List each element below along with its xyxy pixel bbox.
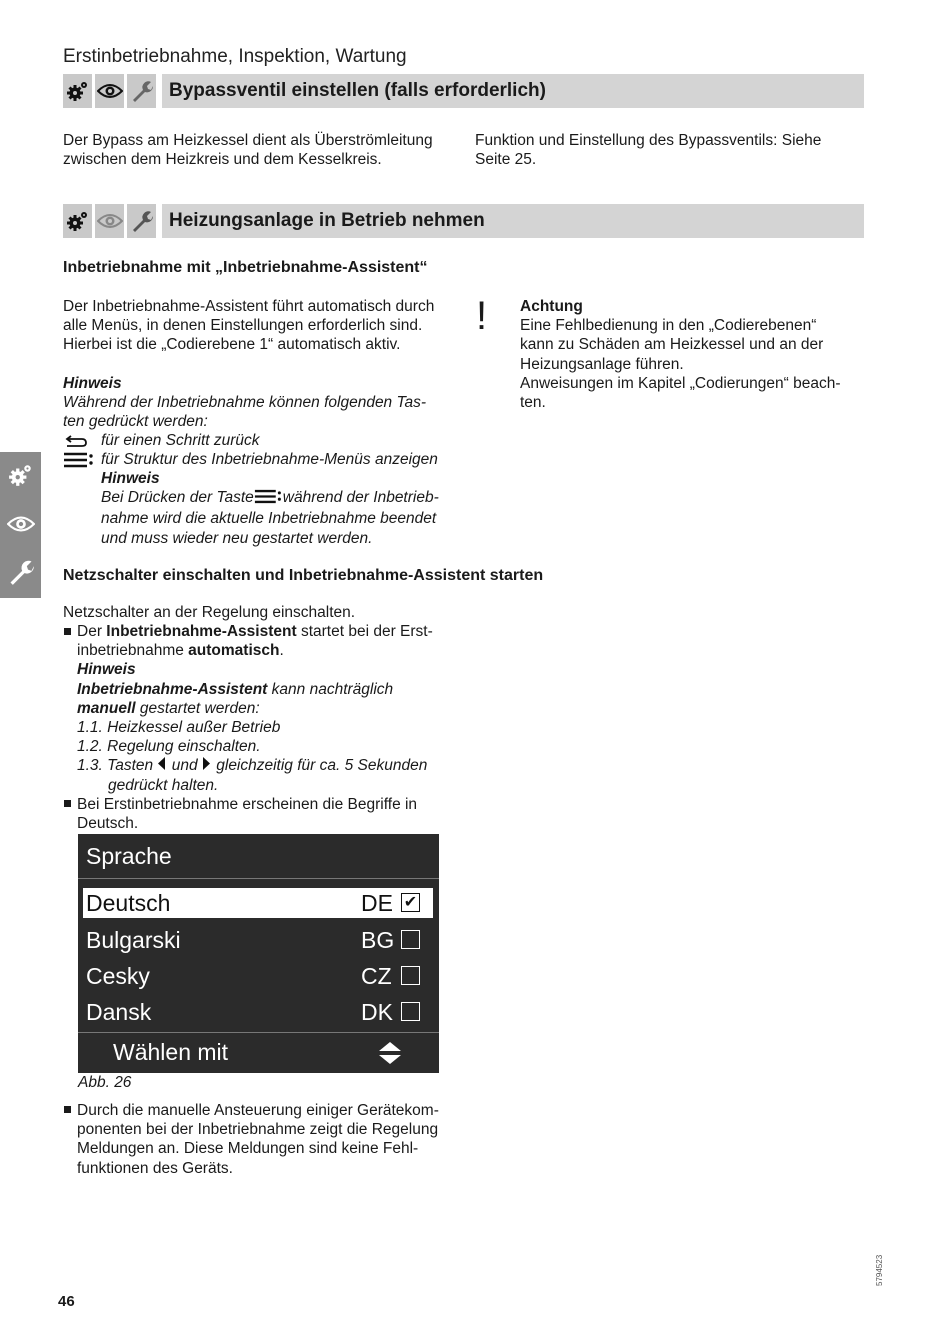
eye-icon xyxy=(95,204,124,238)
text-fragment: und xyxy=(171,757,198,775)
netzschalter-line: Netzschalter an der Regelung einschalten. xyxy=(63,604,356,621)
text-fragment: automatisch xyxy=(188,642,280,660)
step-line xyxy=(77,756,433,775)
language-label: Bulgarski xyxy=(86,927,181,953)
wrench-icon xyxy=(127,74,156,108)
text-line: Hierbei ist die „Codierebene 1“ automatisch aktiv. xyxy=(63,336,401,354)
text-line xyxy=(77,680,433,699)
text-line: nahme wird die aktuelle Inbetriebnahme beendet xyxy=(101,510,437,528)
text-line: Anweisungen im Kapitel „Codierungen“ beach- xyxy=(520,374,841,392)
text-fragment: Der xyxy=(77,623,107,640)
warning-icon: ! xyxy=(476,294,488,338)
gears-icon xyxy=(0,462,41,488)
text-line: Durch die manuelle Ansteuerung einiger Gerätekom- xyxy=(77,1102,439,1119)
text-line xyxy=(77,699,433,718)
bullet-assistent-start xyxy=(77,622,433,795)
text-line: Bei Erstinbetriebnahme erscheinen die Begriffe in xyxy=(77,796,418,813)
text-fragment: Inbetriebnahme-Assistent xyxy=(77,680,268,698)
gears-icon xyxy=(63,74,92,108)
text-fragment: . xyxy=(279,642,284,660)
eye-icon xyxy=(95,74,124,108)
text-line xyxy=(77,622,433,641)
subheading-assistent: Inbetriebnahme mit „Inbetriebnahme-Assistent“ xyxy=(63,259,428,276)
checkbox-icon[interactable] xyxy=(401,930,420,949)
text-fragment: Inbetriebnahme-Assistent xyxy=(106,623,297,640)
bullet-meldungen xyxy=(77,1101,439,1178)
subheading-netzschalter: Netzschalter einschalten und Inbetriebnahme-Assistent starten xyxy=(63,567,544,584)
bullet-erstinbetriebnahme xyxy=(77,795,417,833)
checkbox-icon[interactable] xyxy=(401,1002,420,1021)
bypass-reference xyxy=(475,131,821,169)
display-divider xyxy=(78,878,439,879)
wrench-icon xyxy=(127,204,156,238)
section-bar-heizungsanlage xyxy=(63,204,864,238)
language-row-de[interactable] xyxy=(83,888,433,918)
text-line: Heizungsanlage führen. xyxy=(520,355,684,373)
hinweis-label: Hinweis xyxy=(101,470,160,487)
text-line: Während der Inbetriebnahme können folgenden Tas- xyxy=(63,394,427,412)
step-line: gedrückt halten. xyxy=(108,776,219,794)
achtung-label: Achtung xyxy=(520,298,583,315)
text-fragment: Bei Drücken der Taste xyxy=(101,489,254,507)
text-line: ten gedrückt werden: xyxy=(63,413,208,431)
bullet-marker xyxy=(64,1106,71,1113)
text-line: Seite 25. xyxy=(475,151,537,169)
language-display xyxy=(78,834,439,1073)
bullet-marker xyxy=(64,628,71,635)
language-code: BG xyxy=(361,927,395,953)
language-code: DE xyxy=(361,890,393,916)
language-row-bg[interactable] xyxy=(83,925,433,955)
text-line: alle Menüs, in denen Einstellungen erforderlich sind. xyxy=(63,317,423,335)
text-line: Funktion und Einstellung des Bypassventils: Siehe xyxy=(475,132,822,149)
menu-key-icon xyxy=(254,489,283,509)
section-title-heizungsanlage: Heizungsanlage in Betrieb nehmen xyxy=(162,204,864,238)
text-fragment: gleichzeitig für ca. 5 Sekunden xyxy=(216,757,428,775)
text-fragment: gestartet werden: xyxy=(135,699,260,717)
sub-hinweis-block xyxy=(101,469,461,548)
bypass-description xyxy=(63,131,433,169)
up-down-arrows-icon xyxy=(378,1042,402,1066)
text-line: Der Inbetriebnahme-Assistent führt automatisch durch xyxy=(63,298,435,315)
hinweis-block xyxy=(63,374,426,432)
text-fragment: während der Inbetrieb- xyxy=(282,489,439,507)
display-divider xyxy=(78,1032,439,1033)
text-fragment: kann nachträglich xyxy=(267,680,394,698)
left-arrow-key-icon xyxy=(157,756,167,775)
text-line: ponenten bei der Inbetriebnahme zeigt die Regelung xyxy=(77,1121,439,1139)
achtung-block xyxy=(520,297,841,412)
text-line: Deutsch. xyxy=(77,815,139,833)
language-code: DK xyxy=(361,999,393,1025)
text-fragment: startet bei der Erst- xyxy=(296,623,433,640)
language-label: Dansk xyxy=(86,999,152,1025)
checkbox-icon[interactable] xyxy=(401,966,420,985)
step-line: 1.1. Heizkessel außer Betrieb xyxy=(77,719,281,737)
language-row-dk[interactable] xyxy=(83,997,433,1027)
side-tab xyxy=(0,452,41,598)
hinweis-label: Hinweis xyxy=(63,375,122,392)
hinweis-label: Hinweis xyxy=(77,661,136,679)
document-id: 5794523 xyxy=(875,1254,884,1286)
sub-hinweis-line xyxy=(101,488,461,509)
language-label: Deutsch xyxy=(86,890,171,916)
display-footer: Wählen mit xyxy=(113,1039,229,1065)
language-code: CZ xyxy=(361,963,392,989)
language-label: Cesky xyxy=(86,963,150,989)
right-arrow-key-icon xyxy=(202,756,212,775)
text-fragment: inbetriebnahme xyxy=(77,642,189,660)
wrench-icon xyxy=(0,558,41,586)
eye-icon xyxy=(0,514,41,534)
language-row-cz[interactable] xyxy=(83,961,433,991)
page-number: 46 xyxy=(58,1293,75,1310)
text-line: funktionen des Geräts. xyxy=(77,1159,233,1177)
step-line: 1.2. Regelung einschalten. xyxy=(77,738,261,756)
key-back-text: für einen Schritt zurück xyxy=(101,432,260,449)
text-line: kann zu Schäden am Heizkessel und an der xyxy=(520,336,824,354)
text-line: Der Bypass am Heizkessel dient als Überströmleitung xyxy=(63,132,433,149)
key-menu-text: für Struktur des Inbetriebnahme-Menüs anzeigen xyxy=(101,451,438,468)
section-title-bypass: Bypassventil einstellen (falls erforderlich) xyxy=(162,74,864,108)
figure-caption: Abb. 26 xyxy=(78,1074,132,1091)
text-line: Eine Fehlbedienung in den „Codierebenen“ xyxy=(520,317,817,335)
text-fragment: manuell xyxy=(77,699,136,717)
display-title: Sprache xyxy=(86,843,172,869)
text-line: Meldungen an. Diese Meldungen sind keine Fehl- xyxy=(77,1140,419,1158)
text-line: ten. xyxy=(520,394,546,412)
back-key-icon xyxy=(65,434,89,453)
gears-icon xyxy=(63,204,92,238)
bullet-marker xyxy=(64,800,71,807)
text-line: und muss wieder neu gestartet werden. xyxy=(101,529,373,547)
checkbox-checked-icon[interactable]: ✔ xyxy=(401,893,420,912)
text-line: zwischen dem Heizkreis und dem Kesselkreis. xyxy=(63,151,382,169)
menu-key-icon xyxy=(63,452,95,473)
text-fragment: 1.3. Tasten xyxy=(77,757,154,775)
chapter-title: Erstinbetriebnahme, Inspektion, Wartung xyxy=(63,46,407,67)
text-line xyxy=(77,641,433,660)
assistent-intro xyxy=(63,297,434,355)
section-bar-bypass xyxy=(63,74,864,108)
